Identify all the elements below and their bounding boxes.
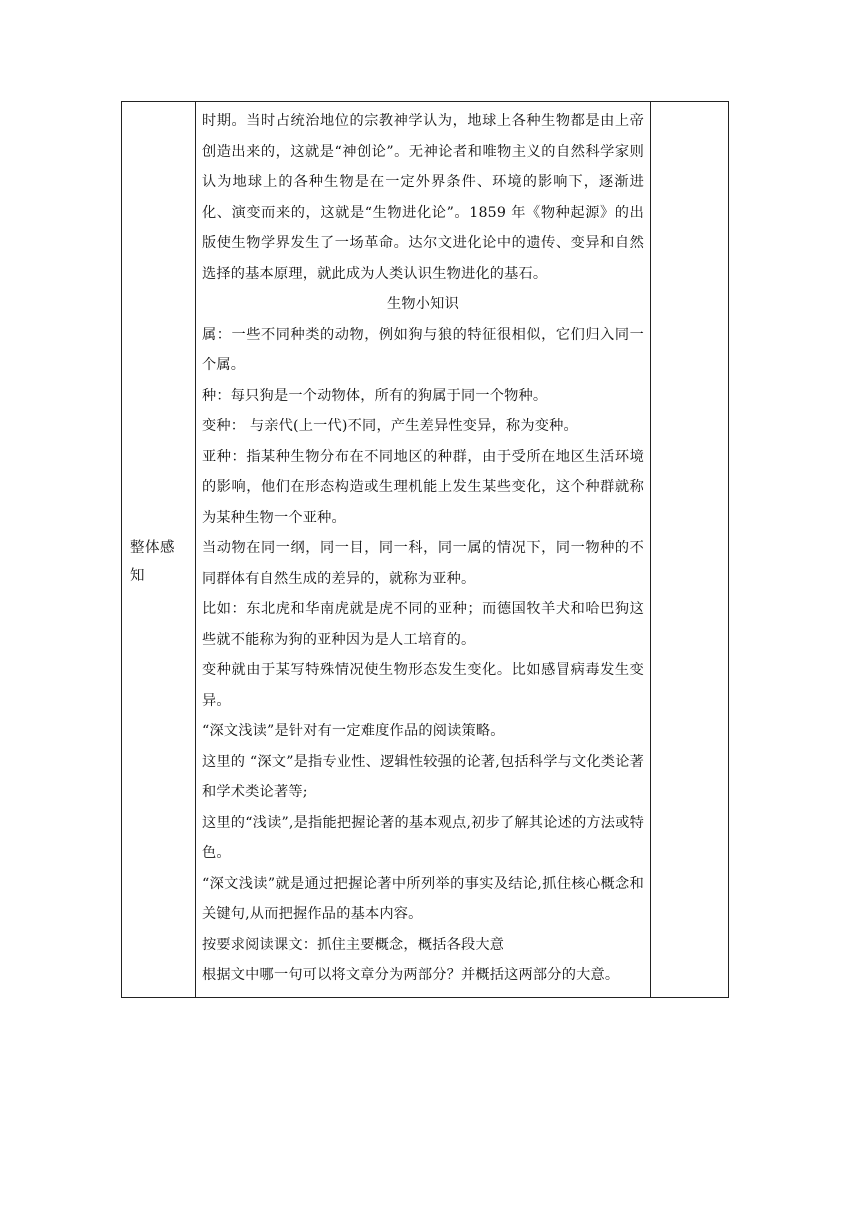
notes-cell	[651, 102, 729, 998]
content-cell	[196, 102, 651, 998]
strategy-method-paragraph: “深文浅读”就是通过把握论著中所列举的事实及结论,抓住核心概念和关键句,从而把握作品的基本内容。	[202, 875, 644, 922]
table-row	[122, 102, 729, 998]
section-label-cell	[122, 102, 196, 998]
subspecies-example: 比如：东北虎和华南虎就是虎不同的亚种；而德国牧羊犬和哈巴狗这些就不能称为狗的亚种因为是人工培育的。	[202, 601, 644, 648]
definition-variety: 变种： 与亲代(上一代)不同，产生差异性变异，称为变种。	[202, 418, 578, 434]
task-question: 根据文中哪一句可以将文章分为两部分？并概括这两部分的大意。	[202, 967, 620, 983]
lesson-plan-table	[121, 101, 729, 998]
section-heading: 生物小知识	[387, 296, 459, 312]
variety-example: 变种就由于某写特殊情况使生物形态发生变化。比如感冒病毒发生变异。	[202, 662, 644, 709]
subspecies-explanation: 当动物在同一纲，同一目，同一科，同一属的情况下，同一物种的不同群体有自然生成的差异的，就称为亚种。	[202, 540, 644, 587]
definition-species: 种：每只狗是一个动物体，所有的狗属于同一个物种。	[202, 387, 548, 404]
reading-strategy-paragraph: “深文浅读”是针对有一定难度作品的阅读策略。	[202, 723, 505, 739]
content-body	[196, 102, 650, 997]
intro-paragraph: 时期。当时占统治地位的宗教神学认为，地球上各种生物都是由上帝创造出来的，这就是“神创论”。无神论者和唯物主义的自然科学家则认为地球上的各种生物是在一定外界条件、环境的影响下，逐渐进化、演变而来的，这就是“生物进化论”。1859 年《物种起源》的出版使生物学界发生了一场革命。达尔文进化论中的遗传、变异和自然选择的基本原理，就此成为人类认识生物进化的基石。	[202, 113, 644, 282]
deep-text-definition: 这里的 “深文”是指专业性、逻辑性较强的论著,包括科学与文化类论著和学术类论著等;	[202, 753, 644, 800]
light-reading-definition: 这里的“浅读”,是指能把握论著的基本观点,初步了解其论述的方法或特色。	[202, 814, 644, 861]
definition-subspecies: 亚种：指某种生物分布在不同地区的种群，由于受所在地区生活环境的影响，他们在形态构造或生理机能上发生某些变化，这个种群就称为某种生物一个亚种。	[202, 448, 644, 526]
section-label: 整体感知	[130, 540, 175, 585]
definition-genus: 属：一些不同种类的动物，例如狗与狼的特征很相似，它们归入同一个属。	[202, 326, 644, 373]
task-instruction: 按要求阅读课文：抓住主要概念，概括各段大意	[202, 936, 505, 953]
